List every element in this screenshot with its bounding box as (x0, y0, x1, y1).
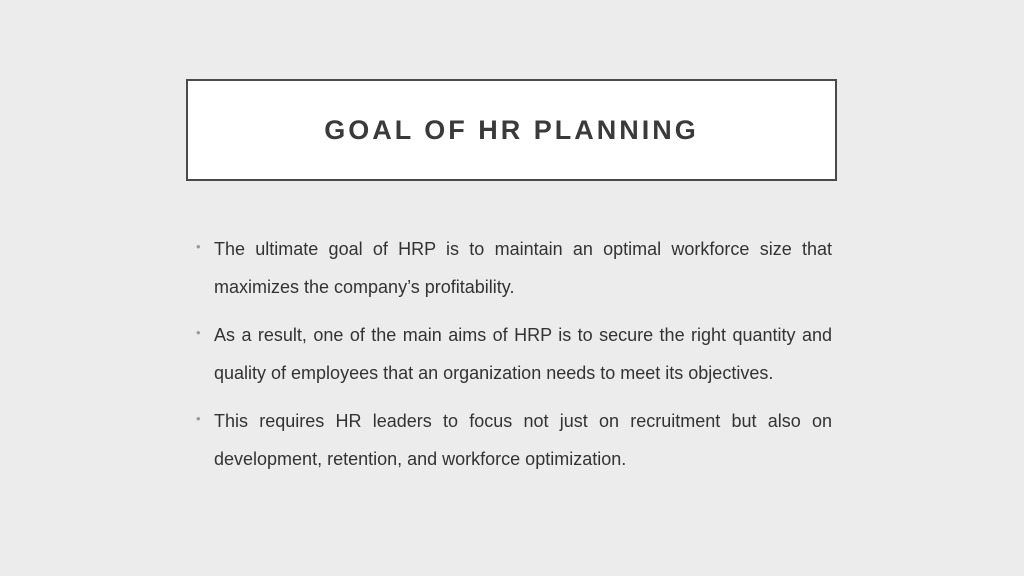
title-box (186, 79, 837, 181)
bullet-text: This requires HR leaders to focus not just on recruitment but also on development, retention, and workforce optimization. (214, 411, 832, 469)
bullet-text: As a result, one of the main aims of HRP is to secure the right quantity and quality of employees that an organization needs to meet its objectives. (214, 325, 832, 383)
bullet-list (196, 230, 832, 488)
slide-title: GOAL OF HR PLANNING (324, 114, 699, 145)
bullet-dot-icon: • (196, 239, 201, 254)
bullet-dot-icon: • (196, 325, 201, 340)
bullet-text: The ultimate goal of HRP is to maintain an optimal workforce size that maximizes the company’s profitability. (214, 239, 832, 297)
bullet-item (196, 316, 832, 392)
bullet-item (196, 402, 832, 478)
bullet-dot-icon: • (196, 411, 201, 426)
bullet-item (196, 230, 832, 306)
